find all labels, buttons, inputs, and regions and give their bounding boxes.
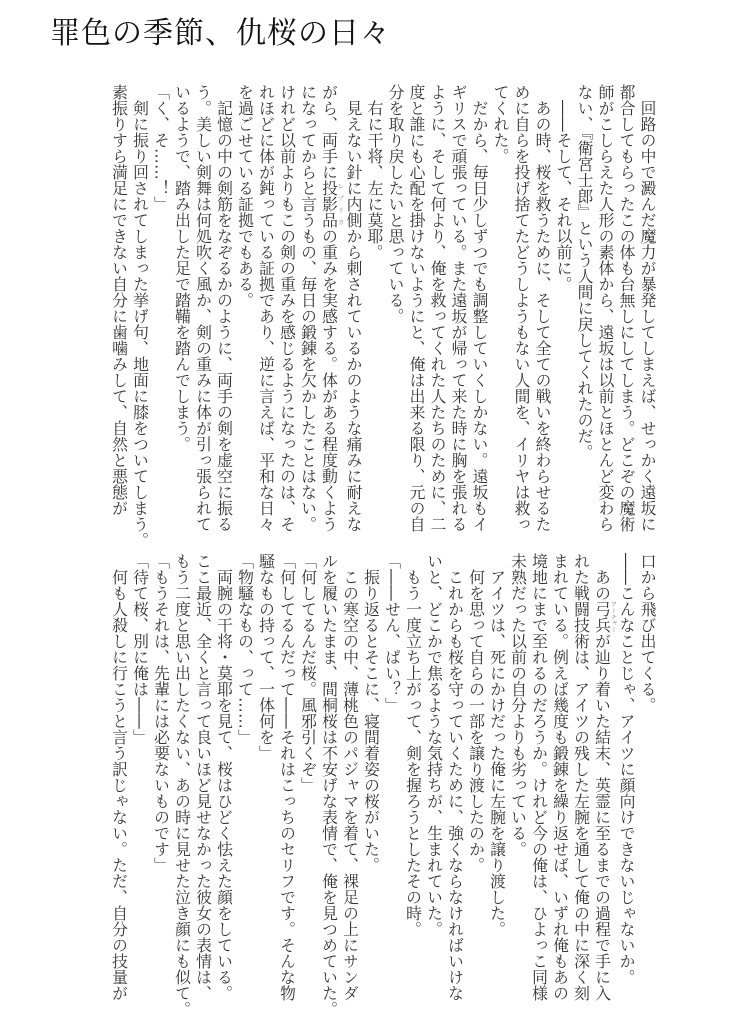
text-line: あの弓兵アーチャーが辿り着いた結末、英霊に至るまでの過程で手に入 xyxy=(592,553,617,1001)
text-line: れた戦闘技術は、アイツの残した左腕を通して俺の中に深く刻 xyxy=(571,553,591,1001)
text-line: 未熟だった以前の自分よりも劣っている。 xyxy=(508,553,528,857)
text-line: ここ最近、全くと言って良いほど見せなかった彼女の表情は、 xyxy=(193,553,213,1001)
text-line: 「待て桜、別に俺は――」 xyxy=(130,553,150,745)
text-line: ギリスで頑張っている。また遠坂が帰って来た時に胸を張れる xyxy=(449,84,468,532)
ruby-annotation: 弓兵アーチャー xyxy=(592,601,617,633)
text-line: てくれた。 xyxy=(491,84,510,164)
text-line: 素振りすら満足にできない自分に歯噛みして、自然と悪態が xyxy=(109,84,129,516)
text-line: う。美しい剣舞は何処吹く風か、剣の重みに体が引っ張られて xyxy=(193,84,213,532)
text-line: 何を思って自らの一部を譲り渡したのか。 xyxy=(466,553,486,873)
text-line: 何も人殺しに行こうと言う訳じゃない。ただ、自分の技量が xyxy=(109,553,129,1001)
text-line: 口から飛び出てくる。 xyxy=(638,553,657,713)
text-line: 「何してるんだ桜。風邪引くぞ」 xyxy=(298,553,318,793)
text-line: 「く、そ……！」 xyxy=(151,84,171,212)
text-line: まれている。例えば幾度も鍛錬を繰り返せば、いずれ俺もあの xyxy=(550,553,570,1001)
text-line: になってからと言うもの、毎日の鍛錬を欠かしたことはない。 xyxy=(298,84,318,532)
text-line: ――こんなことじゃ、アイツに顔向けできないじゃないか。 xyxy=(617,553,636,985)
text-line: れほどに体が鈍っている証拠であり、逆に言えば、平和な日々 xyxy=(256,84,276,532)
text-line: 騒なもの持って、一体何を」 xyxy=(256,553,276,761)
text-line: 記憶の中の剣筋をなぞるかのように、両手の剣を虚空に振る xyxy=(214,84,234,532)
text-line: けれど以前よりもこの剣の重みを感じるようになったのは、そ xyxy=(277,84,297,532)
text-line: いるようで、踏み出した足で踏鞴を踏んでしまう。 xyxy=(172,84,192,452)
text-line: 回路の中で澱んだ魔力が暴発してしまえば、せっかく遠坂に xyxy=(638,84,657,532)
page-title: 罪色の季節、仇桜の日々 xyxy=(50,16,391,51)
text-line: を過ごせている証拠でもある。 xyxy=(235,84,255,308)
text-block-top xyxy=(58,84,658,548)
text-line: 見えない針に内側から刺されているかのような痛みに耐えな xyxy=(344,84,363,532)
text-line: 「――せん、ぱい？」 xyxy=(382,553,402,713)
text-line: アイツは、死にかけだった俺に左腕を譲り渡した。 xyxy=(487,553,507,937)
text-line: いと、どこかで焦るような気持ちが、生まれていた。 xyxy=(424,553,444,937)
text-line: めに自らを投げ捨てたどうしようもない人間を、イリヤは救っ xyxy=(512,84,531,532)
text-line: 「物騒なもの、って……」 xyxy=(235,553,255,745)
text-line: 「もうそれは、先輩には必要ないものです」 xyxy=(151,553,171,873)
text-line: がら、両手に投影品レプリカの重みを実感する。体がある程度動くよう xyxy=(319,84,344,532)
ruby-annotation: 投影品レプリカ xyxy=(319,180,344,228)
text-line: あの時、桜を救うために、そして全ての戦いを終わらせるた xyxy=(533,84,552,532)
text-block-bottom xyxy=(58,553,658,1017)
text-line: この寒空の中、薄桃色のパジャマを着て、裸足の上にサンダ xyxy=(340,553,360,1001)
text-line: 分を取り戻したいと思っている。 xyxy=(386,84,405,324)
text-line: 師がこしらえた人形の素体から、遠坂は以前とほとんど変わら xyxy=(596,84,615,532)
text-line: ない、『衛宮士郎』という人間に戻してくれたのだ。 xyxy=(575,84,594,461)
text-line: ルを履いたまま、間桐桜は不安げな表情で、俺を見つめていた。 xyxy=(319,553,339,1017)
text-line: これからも桜を守っていくために、強くならなければいけな xyxy=(445,553,465,1001)
text-line: もう一度立ち上がって、剣を握ろうとしたその時。 xyxy=(403,553,423,937)
text-line: 右に干将、左に莫耶。 xyxy=(365,84,384,260)
text-line: 度と誰にも心配を掛けないようにと、俺は出来る限り、元の自 xyxy=(407,84,426,532)
text-line: 「何してるんだって――それはこっちのセリフです。そんな物 xyxy=(277,553,297,1001)
text-line: ――そして、それ以前に。 xyxy=(554,84,573,292)
text-line: もう二度と思い出したくない、あの時に見せた泣き顔にも似て。 xyxy=(172,553,192,1017)
text-line: ように、そして何より、俺を救ってくれた人たちのために、二 xyxy=(428,84,447,532)
text-line: 振り返るとそこに、寝間着姿の桜がいた。 xyxy=(361,553,381,873)
text-line: 都合してもらったこの体も台無しにしてしまう。どこぞの魔術 xyxy=(617,84,636,532)
text-line: 剣に振り回されてしまった挙げ句、地面に膝をついてしまう。 xyxy=(130,84,150,548)
text-line: だから、毎日少しずつでも調整していくしかない。遠坂もイ xyxy=(470,84,489,532)
text-line: 境地にまで至れるのだろうか。けれど今の俺は、ひよっこ同様 xyxy=(529,553,549,1001)
text-line: 両腕の干将・莫耶を見て、桜はひどく怯えた顔をしている。 xyxy=(214,553,234,1001)
